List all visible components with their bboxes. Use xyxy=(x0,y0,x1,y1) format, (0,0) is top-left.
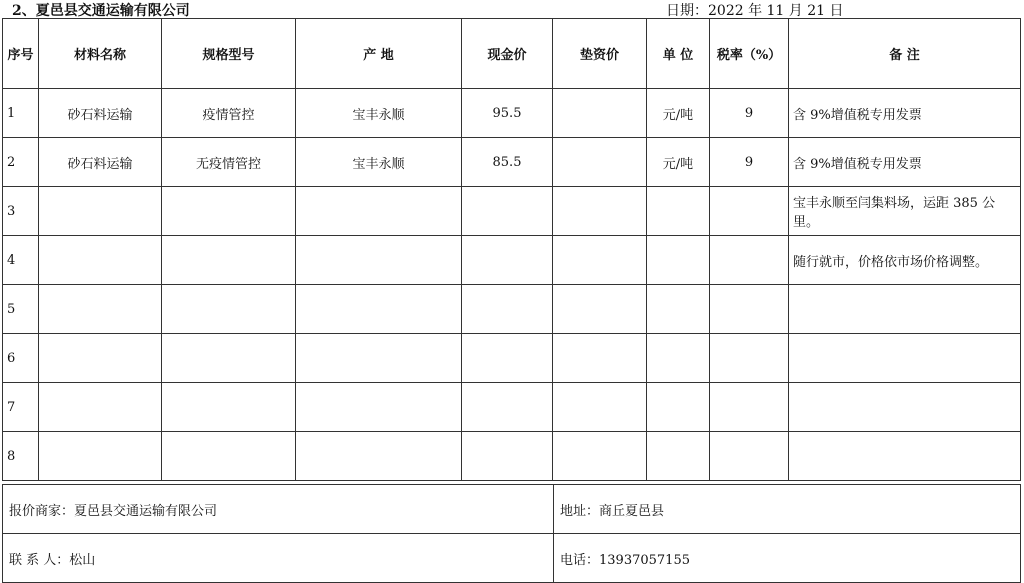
table-row xyxy=(3,285,1021,334)
row-unit xyxy=(647,334,710,383)
row-unit xyxy=(647,432,710,481)
row-tax-rate xyxy=(710,236,789,285)
header-spec: 规格型号 xyxy=(162,19,296,89)
row-unit xyxy=(647,383,710,432)
footer-table xyxy=(2,484,1021,583)
row-unit xyxy=(647,187,710,236)
row-material xyxy=(39,383,162,432)
document-date: 日期：2022 年 11 月 21 日 xyxy=(666,3,844,19)
header-seq: 序号 xyxy=(3,19,39,89)
table-row xyxy=(3,187,1021,236)
row-remark xyxy=(789,383,1021,432)
row-remark: 随行就市，价格依市场价格调整。 xyxy=(789,236,1021,285)
row-origin xyxy=(296,187,462,236)
phone-info: 电话：13937057155 xyxy=(554,534,1021,583)
header-cash-price: 现金价 xyxy=(462,19,553,89)
company-title: 2、夏邑县交通运输有限公司 xyxy=(12,3,190,19)
row-cash-price xyxy=(462,432,553,481)
row-remark xyxy=(789,432,1021,481)
row-spec: 无疫情管控 xyxy=(162,138,296,187)
row-tax-rate xyxy=(710,383,789,432)
row-cash-price xyxy=(462,236,553,285)
row-seq: 3 xyxy=(3,187,39,236)
footer-row xyxy=(3,485,1021,534)
row-advance-price xyxy=(553,383,647,432)
row-unit: 元/吨 xyxy=(647,89,710,138)
row-tax-rate: 9 xyxy=(710,138,789,187)
header-unit: 单 位 xyxy=(647,19,710,89)
address-info: 地址：商丘夏邑县 xyxy=(554,485,1021,534)
row-origin: 宝丰永顺 xyxy=(296,138,462,187)
row-material xyxy=(39,285,162,334)
row-material: 砂石料运输 xyxy=(39,138,162,187)
row-material: 砂石料运输 xyxy=(39,89,162,138)
row-seq: 4 xyxy=(3,236,39,285)
row-origin xyxy=(296,334,462,383)
row-remark xyxy=(789,285,1021,334)
footer-row xyxy=(3,534,1021,583)
row-spec xyxy=(162,285,296,334)
table-row xyxy=(3,236,1021,285)
row-material xyxy=(39,334,162,383)
row-seq: 6 xyxy=(3,334,39,383)
row-material xyxy=(39,432,162,481)
row-unit: 元/吨 xyxy=(647,138,710,187)
row-seq: 8 xyxy=(3,432,39,481)
row-remark: 含 9%增值税专用发票 xyxy=(789,89,1021,138)
header-tax-rate: 税率（%） xyxy=(710,19,789,89)
row-advance-price xyxy=(553,138,647,187)
row-cash-price xyxy=(462,383,553,432)
row-origin: 宝丰永顺 xyxy=(296,89,462,138)
header-origin: 产 地 xyxy=(296,19,462,89)
contact-info: 联 系 人：松山 xyxy=(3,534,554,583)
row-cash-price: 85.5 xyxy=(462,138,553,187)
row-advance-price xyxy=(553,285,647,334)
row-spec: 疫情管控 xyxy=(162,89,296,138)
row-remark xyxy=(789,334,1021,383)
header-advance-price: 垫资价 xyxy=(553,19,647,89)
table-row xyxy=(3,334,1021,383)
row-tax-rate xyxy=(710,334,789,383)
row-advance-price xyxy=(553,432,647,481)
row-cash-price xyxy=(462,334,553,383)
row-seq: 5 xyxy=(3,285,39,334)
row-tax-rate xyxy=(710,285,789,334)
table-row xyxy=(3,138,1021,187)
row-cash-price xyxy=(462,187,553,236)
row-tax-rate xyxy=(710,187,789,236)
row-cash-price: 95.5 xyxy=(462,89,553,138)
row-origin xyxy=(296,285,462,334)
table-row xyxy=(3,383,1021,432)
header-material: 材料名称 xyxy=(39,19,162,89)
row-spec xyxy=(162,334,296,383)
row-unit xyxy=(647,236,710,285)
row-tax-rate: 9 xyxy=(710,89,789,138)
row-spec xyxy=(162,432,296,481)
row-spec xyxy=(162,383,296,432)
vendor-info: 报价商家：夏邑县交通运输有限公司 xyxy=(3,485,554,534)
header-remark: 备 注 xyxy=(789,19,1021,89)
row-seq: 1 xyxy=(3,89,39,138)
row-remark: 含 9%增值税专用发票 xyxy=(789,138,1021,187)
row-unit xyxy=(647,285,710,334)
row-advance-price xyxy=(553,187,647,236)
row-origin xyxy=(296,236,462,285)
row-seq: 2 xyxy=(3,138,39,187)
row-origin xyxy=(296,432,462,481)
row-spec xyxy=(162,236,296,285)
row-spec xyxy=(162,187,296,236)
table-row xyxy=(3,432,1021,481)
row-advance-price xyxy=(553,236,647,285)
row-tax-rate xyxy=(710,432,789,481)
quote-table xyxy=(2,18,1021,481)
table-header-row xyxy=(3,19,1021,89)
row-material xyxy=(39,187,162,236)
row-origin xyxy=(296,383,462,432)
row-advance-price xyxy=(553,334,647,383)
row-remark: 宝丰永顺至闫集料场，运距 385 公里。 xyxy=(789,187,1021,236)
row-cash-price xyxy=(462,285,553,334)
row-advance-price xyxy=(553,89,647,138)
table-row xyxy=(3,89,1021,138)
row-material xyxy=(39,236,162,285)
row-seq: 7 xyxy=(3,383,39,432)
